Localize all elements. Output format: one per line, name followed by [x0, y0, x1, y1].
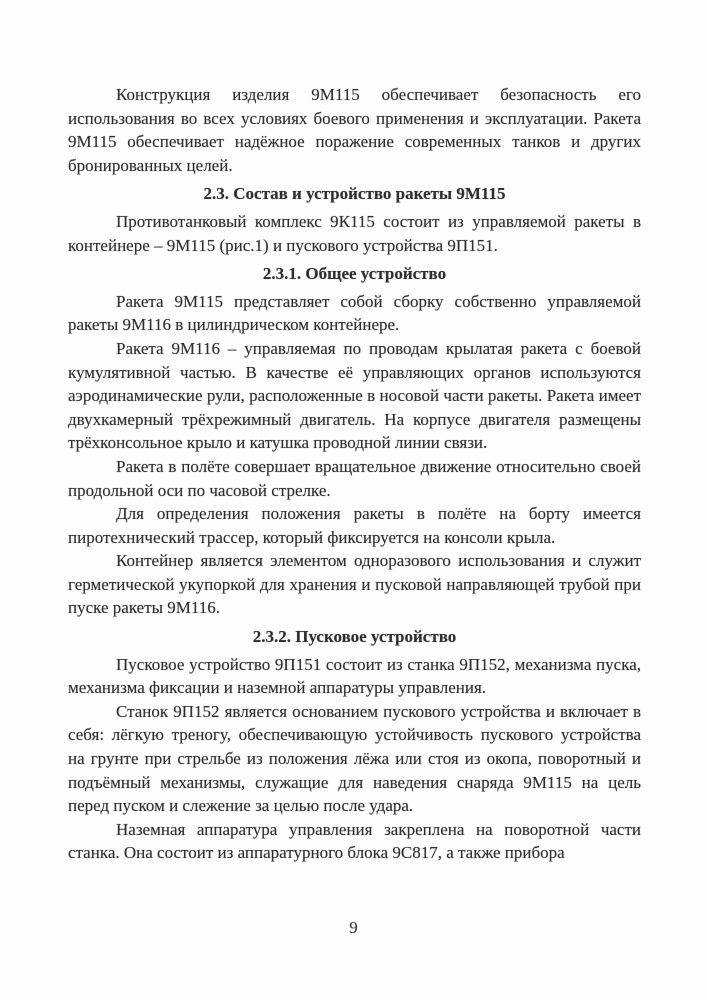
- heading-2-3: 2.3. Состав и устройство ракеты 9М115: [203, 184, 506, 204]
- paragraph-design-safety: Конструкция изделия 9М115 обеспечивает безопасность его использования во всех условиях боевого применения и эксплуатации. Ракета 9М115 обеспечивает надёжное поражение современных танков и других бронированных целей.: [68, 85, 641, 175]
- heading-2-3-2: 2.3.2. Пусковое устройство: [252, 627, 457, 647]
- paragraph-tracer: Для определения положения ракеты в полёте на борту имеется пиротехнический трассер, который фиксируется на консоли крыла.: [68, 504, 641, 547]
- paragraph-complex-composition: Противотанковый комплекс 9К115 состоит из управляемой ракеты в контейнере – 9М115 (рис.1) и пускового устройства 9П151.: [68, 211, 641, 255]
- paragraph-launcher-composition: Пусковое устройство 9П151 состоит из станка 9П152, механизма пуска, механизма фиксации и наземной аппаратуры управления.: [68, 654, 641, 698]
- heading-2-3-1: 2.3.1. Общее устройство: [262, 264, 447, 284]
- paragraph-mount: Станок 9П152 является основанием пускового устройства и включает в себя: лёгкую треногу, обеспечивающую устойчивость пускового устройства на грунте при стрельбе из положения лёжа или стоя из окопа, поворотный и подъёмный механизмы, служащие для наведения снаряда 9М115 на цель перед пуском и слежение за целью после удара.: [68, 701, 641, 816]
- paragraph-rotation: Ракета в полёте совершает вращательное движение относительно своей продольной оси по часовой стрелке.: [68, 456, 641, 500]
- paragraph-container: Контейнер является элементом одноразового использования и служит герметической укупоркой для хранения и пусковой направляющей трубой при пуске ракеты 9М116.: [68, 551, 641, 618]
- page-number: 9: [349, 918, 358, 937]
- paragraph-ground-equipment: Наземная аппаратура управления закреплена на поворотной части станка. Она состоит из аппаратурного блока 9С817, а также прибора: [68, 819, 641, 863]
- paragraph-rocket-assembly: Ракета 9М115 представляет собой сборку собственно управляемой ракеты 9М116 в цилиндрическом контейнере.: [68, 291, 641, 335]
- paragraph-rocket-description: Ракета 9М116 – управляемая по проводам крылатая ракета с боевой кумулятивной частью. В качестве её управляющих органов используются аэродинамические рули, расположенные в носовой части ракеты. Ракета имеет двухкамерный трёхрежимный двигатель. На корпусе двигателя размещены трёхконсольное крыло и катушка проводной линии связи.: [68, 338, 641, 453]
